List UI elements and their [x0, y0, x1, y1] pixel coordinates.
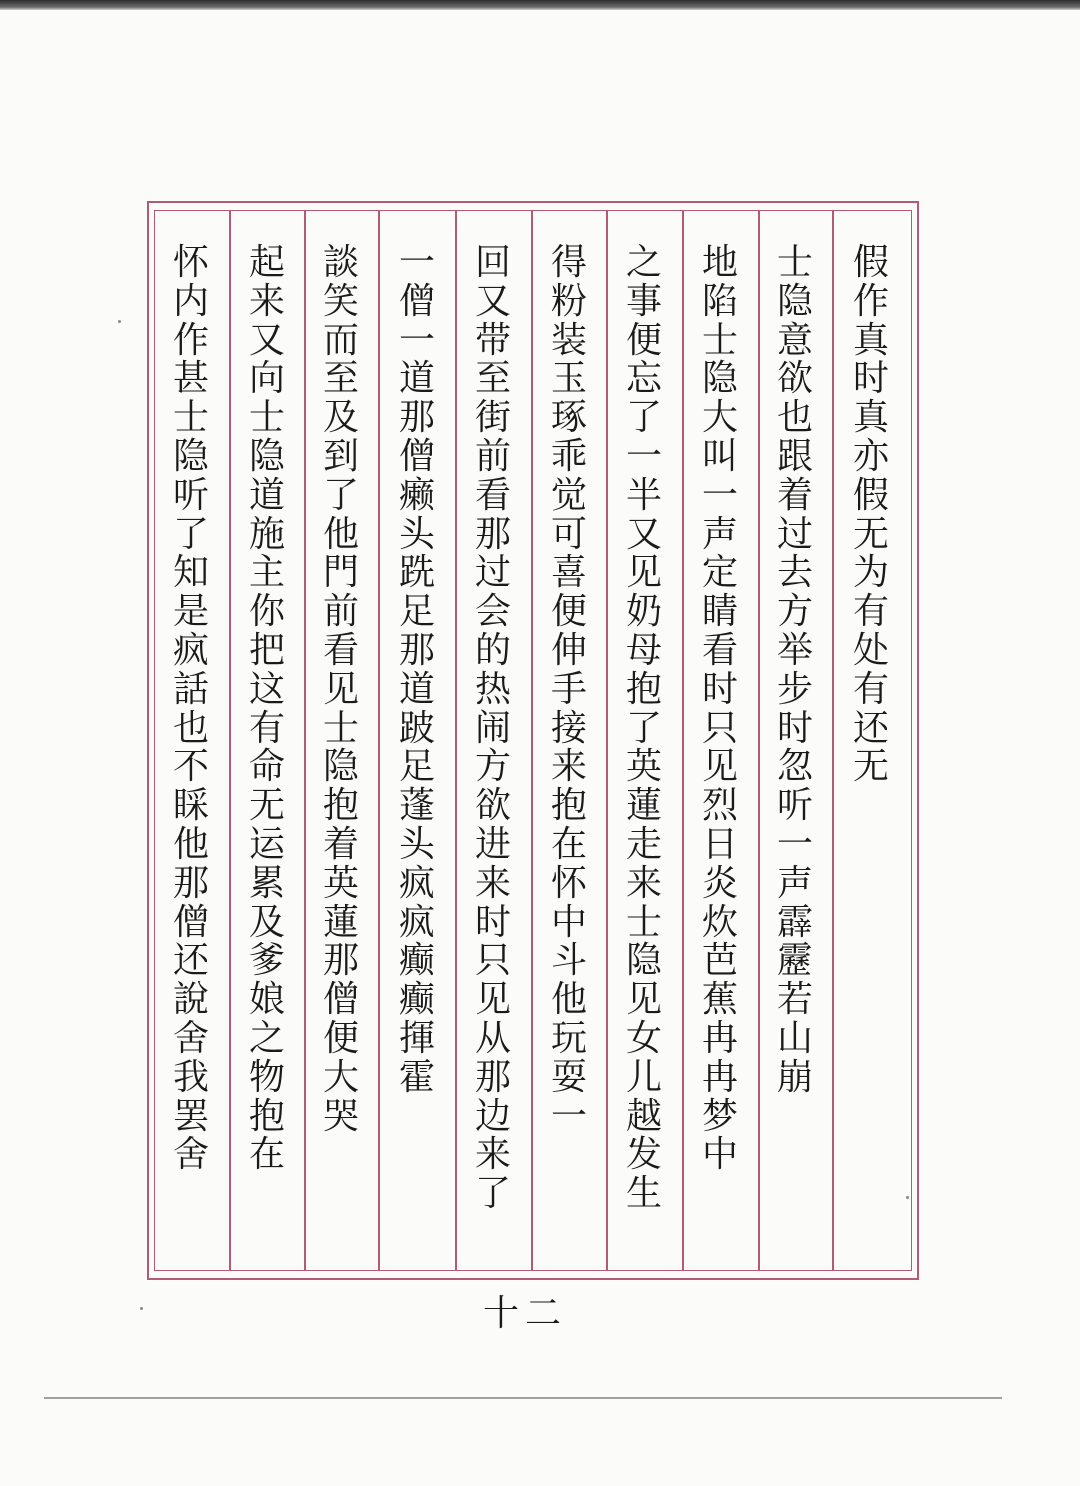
- text-column-1: [840, 244, 902, 1264]
- handwritten-character: 了: [172, 513, 209, 555]
- handwritten-character: 僧: [398, 435, 435, 477]
- handwritten-character: 在: [550, 823, 587, 865]
- handwritten-character: 他: [550, 979, 587, 1021]
- handwritten-character: 隐: [248, 435, 285, 477]
- handwritten-character: 哭: [322, 1095, 359, 1137]
- handwritten-character: 真: [852, 319, 889, 361]
- handwritten-character: 癫: [398, 979, 435, 1021]
- handwritten-character: 欲: [776, 358, 813, 400]
- handwritten-character: 起: [248, 242, 285, 283]
- handwritten-character: 蓮: [322, 901, 359, 943]
- handwritten-character: 冉: [701, 1056, 738, 1098]
- handwritten-character: 见: [474, 979, 511, 1021]
- handwritten-character: 定: [701, 552, 738, 594]
- handwritten-character: 见: [701, 746, 738, 788]
- handwritten-character: 至: [474, 358, 511, 400]
- handwritten-character: 便: [550, 591, 587, 633]
- handwritten-character: 着: [322, 823, 359, 865]
- handwritten-character: 听: [776, 785, 813, 827]
- handwritten-character: 舍: [172, 1134, 209, 1176]
- handwritten-character: 抱: [248, 1095, 285, 1137]
- handwritten-character: 琢: [550, 397, 587, 439]
- handwritten-character: 无: [852, 513, 889, 555]
- handwritten-character: 崩: [776, 1056, 813, 1098]
- handwritten-character: 忘: [625, 358, 662, 400]
- scan-speck: [140, 1307, 143, 1310]
- handwritten-character: 那: [398, 629, 435, 671]
- handwritten-character: 方: [776, 591, 813, 633]
- handwritten-character: 进: [474, 823, 511, 865]
- handwritten-character: 門: [322, 552, 359, 594]
- handwritten-character: 来: [474, 1134, 511, 1176]
- handwritten-character: 施: [248, 513, 285, 555]
- handwritten-character: 那: [474, 513, 511, 555]
- handwritten-character: 命: [248, 746, 285, 788]
- handwritten-character: 話: [172, 668, 209, 710]
- text-column-10: [160, 244, 222, 1264]
- handwritten-character: 他: [322, 513, 359, 555]
- handwritten-character: 大: [701, 397, 738, 439]
- handwritten-character: 烈: [701, 785, 738, 827]
- handwritten-character: 那: [172, 862, 209, 904]
- handwritten-character: 足: [398, 746, 435, 788]
- handwritten-character: 忽: [776, 746, 813, 788]
- handwritten-character: 地: [701, 242, 738, 283]
- handwritten-character: 冉: [701, 1017, 738, 1059]
- handwritten-character: 甚: [172, 358, 209, 400]
- column-divider: [606, 211, 608, 1270]
- handwritten-character: 举: [776, 629, 813, 671]
- handwritten-character: 霹: [776, 901, 813, 943]
- handwritten-character: 为: [852, 552, 889, 594]
- handwritten-character: 怀: [172, 242, 209, 283]
- handwritten-character: 玩: [550, 1017, 587, 1059]
- handwritten-character: 一: [625, 435, 662, 477]
- handwritten-character: 听: [172, 474, 209, 516]
- handwritten-character: 叫: [701, 435, 738, 477]
- handwritten-character: 士: [248, 397, 285, 439]
- handwritten-character: 抱: [550, 785, 587, 827]
- scan-speck: [118, 320, 121, 323]
- handwritten-character: 看: [701, 629, 738, 671]
- handwritten-character: 士: [322, 707, 359, 749]
- handwritten-character: 事: [625, 280, 662, 322]
- handwritten-character: 假: [852, 242, 889, 283]
- handwritten-character: 耍: [550, 1056, 587, 1098]
- text-column-8: [310, 244, 372, 1264]
- handwritten-character: 之: [625, 242, 662, 283]
- handwritten-character: 是: [172, 591, 209, 633]
- handwritten-character: 士: [172, 397, 209, 439]
- handwritten-character: 手: [550, 668, 587, 710]
- handwritten-character: 揮: [398, 1017, 435, 1059]
- handwritten-character: 士: [776, 242, 813, 283]
- handwritten-character: 无: [248, 785, 285, 827]
- handwritten-character: 僧: [398, 280, 435, 322]
- handwritten-character: 会: [474, 591, 511, 633]
- scan-edge-shadow: [0, 0, 1080, 10]
- handwritten-character: 了: [474, 1173, 511, 1215]
- handwritten-character: 笑: [322, 280, 359, 322]
- handwritten-character: 热: [474, 668, 511, 710]
- handwritten-character: 隐: [625, 940, 662, 982]
- handwritten-character: 累: [248, 862, 285, 904]
- handwritten-character: 舍: [172, 1017, 209, 1059]
- handwritten-character: 蕉: [701, 979, 738, 1021]
- handwritten-character: 知: [172, 552, 209, 594]
- handwritten-character: 一: [701, 474, 738, 516]
- handwritten-character: 这: [248, 668, 285, 710]
- handwritten-character: 足: [398, 591, 435, 633]
- handwritten-character: 又: [625, 513, 662, 555]
- handwritten-character: 见: [322, 668, 359, 710]
- handwritten-character: 他: [172, 823, 209, 865]
- bottom-rule-line: [44, 1397, 1002, 1399]
- handwritten-character: 还: [852, 707, 889, 749]
- handwritten-character: 来: [474, 862, 511, 904]
- text-column-3: [689, 244, 751, 1264]
- handwritten-character: 真: [852, 397, 889, 439]
- handwritten-character: 之: [248, 1017, 285, 1059]
- handwritten-character: 了: [625, 397, 662, 439]
- handwritten-character: 过: [474, 552, 511, 594]
- handwritten-character: 从: [474, 1017, 511, 1059]
- handwritten-character: 带: [474, 319, 511, 361]
- handwritten-character: 又: [248, 319, 285, 361]
- scan-speck: [906, 1196, 909, 1199]
- handwritten-character: 英: [625, 746, 662, 788]
- handwritten-character: 见: [625, 552, 662, 594]
- text-column-7: [386, 244, 448, 1264]
- handwritten-character: 母: [625, 629, 662, 671]
- handwritten-character: 隐: [172, 435, 209, 477]
- handwritten-character: 时: [474, 901, 511, 943]
- handwritten-character: 假: [852, 474, 889, 516]
- text-column-4: [613, 244, 675, 1264]
- handwritten-character: 只: [701, 707, 738, 749]
- handwritten-character: 抱: [322, 785, 359, 827]
- column-divider: [378, 211, 380, 1270]
- handwritten-character: 跣: [398, 552, 435, 594]
- handwritten-character: 步: [776, 668, 813, 710]
- handwritten-character: 爹: [248, 940, 285, 982]
- handwritten-character: 隐: [701, 358, 738, 400]
- column-divider: [455, 211, 457, 1270]
- handwritten-character: 蓬: [398, 785, 435, 827]
- handwritten-character: 着: [776, 474, 813, 516]
- text-column-9: [236, 244, 298, 1264]
- handwritten-character: 看: [322, 629, 359, 671]
- handwritten-character: 运: [248, 823, 285, 865]
- handwritten-character: 談: [322, 242, 359, 283]
- handwritten-character: 跟: [776, 435, 813, 477]
- handwritten-character: 主: [248, 552, 285, 594]
- handwritten-character: 作: [852, 280, 889, 322]
- handwritten-character: 接: [550, 707, 587, 749]
- handwritten-character: 只: [474, 940, 511, 982]
- handwritten-character: 欲: [474, 785, 511, 827]
- handwritten-character: 那: [322, 940, 359, 982]
- handwritten-character: 及: [322, 397, 359, 439]
- handwritten-character: 过: [776, 513, 813, 555]
- handwritten-character: 有: [248, 707, 285, 749]
- column-divider: [531, 211, 533, 1270]
- handwritten-character: 儿: [625, 1056, 662, 1098]
- handwritten-character: 街: [474, 397, 511, 439]
- handwritten-character: 可: [550, 513, 587, 555]
- handwritten-character: 隐: [322, 746, 359, 788]
- handwritten-character: 僧: [322, 979, 359, 1021]
- handwritten-character: 时: [701, 668, 738, 710]
- handwritten-character: 中: [701, 1134, 738, 1176]
- text-column-2: [764, 244, 826, 1264]
- handwritten-character: 了: [322, 474, 359, 516]
- handwritten-character: 也: [172, 707, 209, 749]
- handwritten-character: 炊: [701, 901, 738, 943]
- handwritten-character: 靂: [776, 940, 813, 982]
- handwritten-character: 我: [172, 1056, 209, 1098]
- column-divider: [229, 211, 231, 1270]
- handwritten-character: 疯: [172, 629, 209, 671]
- handwritten-character: 走: [625, 823, 662, 865]
- handwritten-character: 癞: [398, 474, 435, 516]
- handwritten-character: 了: [625, 707, 662, 749]
- column-divider: [758, 211, 760, 1270]
- handwritten-character: 士: [625, 901, 662, 943]
- handwritten-character: 怀: [550, 862, 587, 904]
- handwritten-character: 士: [701, 319, 738, 361]
- handwritten-character: 若: [776, 979, 813, 1021]
- handwritten-character: 头: [398, 513, 435, 555]
- handwritten-character: 的: [474, 629, 511, 671]
- handwritten-character: 你: [248, 591, 285, 633]
- handwritten-character: 一: [550, 1095, 587, 1137]
- handwritten-character: 也: [776, 397, 813, 439]
- handwritten-character: 罢: [172, 1095, 209, 1137]
- handwritten-character: 道: [398, 358, 435, 400]
- handwritten-character: 乖: [550, 435, 587, 477]
- handwritten-character: 至: [322, 358, 359, 400]
- handwritten-character: 及: [248, 901, 285, 943]
- handwritten-character: 蓮: [625, 785, 662, 827]
- handwritten-character: 声: [776, 862, 813, 904]
- handwritten-character: 有: [852, 591, 889, 633]
- handwritten-character: 无: [852, 746, 889, 788]
- handwritten-character: 内: [172, 280, 209, 322]
- column-divider: [682, 211, 684, 1270]
- handwritten-character: 芭: [701, 940, 738, 982]
- handwritten-character: 跛: [398, 707, 435, 749]
- handwritten-character: 山: [776, 1017, 813, 1059]
- handwritten-character: 那: [398, 397, 435, 439]
- handwritten-character: 一: [398, 319, 435, 361]
- handwritten-character: 前: [474, 435, 511, 477]
- handwritten-character: 时: [852, 358, 889, 400]
- handwritten-character: 僧: [172, 901, 209, 943]
- handwritten-character: 道: [248, 474, 285, 516]
- handwritten-character: 梦: [701, 1095, 738, 1137]
- handwritten-character: 得: [550, 242, 587, 283]
- handwritten-character: 粉: [550, 280, 587, 322]
- handwritten-character: 睬: [172, 785, 209, 827]
- handwritten-character: 物: [248, 1056, 285, 1098]
- column-divider: [304, 211, 306, 1270]
- handwritten-character: 意: [776, 319, 813, 361]
- handwritten-character: 边: [474, 1095, 511, 1137]
- handwritten-character: 来: [625, 862, 662, 904]
- handwritten-character: 陷: [701, 280, 738, 322]
- handwritten-character: 前: [322, 591, 359, 633]
- handwritten-character: 有: [852, 668, 889, 710]
- handwritten-character: 抱: [625, 668, 662, 710]
- handwritten-character: 头: [398, 823, 435, 865]
- handwritten-character: 亦: [852, 435, 889, 477]
- handwritten-character: 玉: [550, 358, 587, 400]
- handwritten-character: 那: [474, 1056, 511, 1098]
- handwritten-character: 又: [474, 280, 511, 322]
- handwritten-character: 见: [625, 979, 662, 1021]
- handwritten-character: 日: [701, 823, 738, 865]
- handwritten-character: 把: [248, 629, 285, 671]
- handwritten-character: 一: [398, 242, 435, 283]
- handwritten-character: 斗: [550, 940, 587, 982]
- handwritten-character: 疯: [398, 862, 435, 904]
- handwritten-character: 半: [625, 474, 662, 516]
- column-divider: [832, 211, 834, 1270]
- handwritten-character: 隐: [776, 280, 813, 322]
- handwritten-character: 說: [172, 979, 209, 1021]
- handwritten-character: 大: [322, 1056, 359, 1098]
- handwritten-character: 奶: [625, 591, 662, 633]
- handwritten-character: 娘: [248, 979, 285, 1021]
- handwritten-character: 方: [474, 746, 511, 788]
- handwritten-character: 看: [474, 474, 511, 516]
- handwritten-character: 喜: [550, 552, 587, 594]
- handwritten-character: 英: [322, 862, 359, 904]
- handwritten-character: 到: [322, 435, 359, 477]
- handwritten-character: 便: [322, 1017, 359, 1059]
- handwritten-character: 越: [625, 1095, 662, 1137]
- handwritten-character: 声: [701, 513, 738, 555]
- handwritten-character: 来: [550, 746, 587, 788]
- handwritten-character: 来: [248, 280, 285, 322]
- handwritten-character: 处: [852, 629, 889, 671]
- handwritten-character: 而: [322, 319, 359, 361]
- handwritten-character: 炎: [701, 862, 738, 904]
- handwritten-character: 生: [625, 1173, 662, 1215]
- handwritten-character: 时: [776, 707, 813, 749]
- handwritten-character: 中: [550, 901, 587, 943]
- handwritten-character: 疯: [398, 901, 435, 943]
- handwritten-character: 作: [172, 319, 209, 361]
- handwritten-character: 去: [776, 552, 813, 594]
- handwritten-character: 发: [625, 1134, 662, 1176]
- handwritten-character: 便: [625, 319, 662, 361]
- handwritten-character: 装: [550, 319, 587, 361]
- handwritten-character: 伸: [550, 629, 587, 671]
- handwritten-character: 一: [776, 823, 813, 865]
- handwritten-character: 还: [172, 940, 209, 982]
- handwritten-character: 向: [248, 358, 285, 400]
- handwritten-character: 霍: [398, 1056, 435, 1098]
- text-column-5: [538, 244, 600, 1264]
- handwritten-character: 闹: [474, 707, 511, 749]
- handwritten-character: 觉: [550, 474, 587, 516]
- handwritten-character: 癫: [398, 940, 435, 982]
- handwritten-character: 道: [398, 668, 435, 710]
- handwritten-character: 不: [172, 746, 209, 788]
- text-column-6: [462, 244, 524, 1264]
- handwritten-character: 睛: [701, 591, 738, 633]
- handwritten-character: 回: [474, 242, 511, 283]
- page-number: 十二: [482, 1293, 567, 1334]
- handwritten-character: 女: [625, 1017, 662, 1059]
- handwritten-character: 在: [248, 1134, 285, 1176]
